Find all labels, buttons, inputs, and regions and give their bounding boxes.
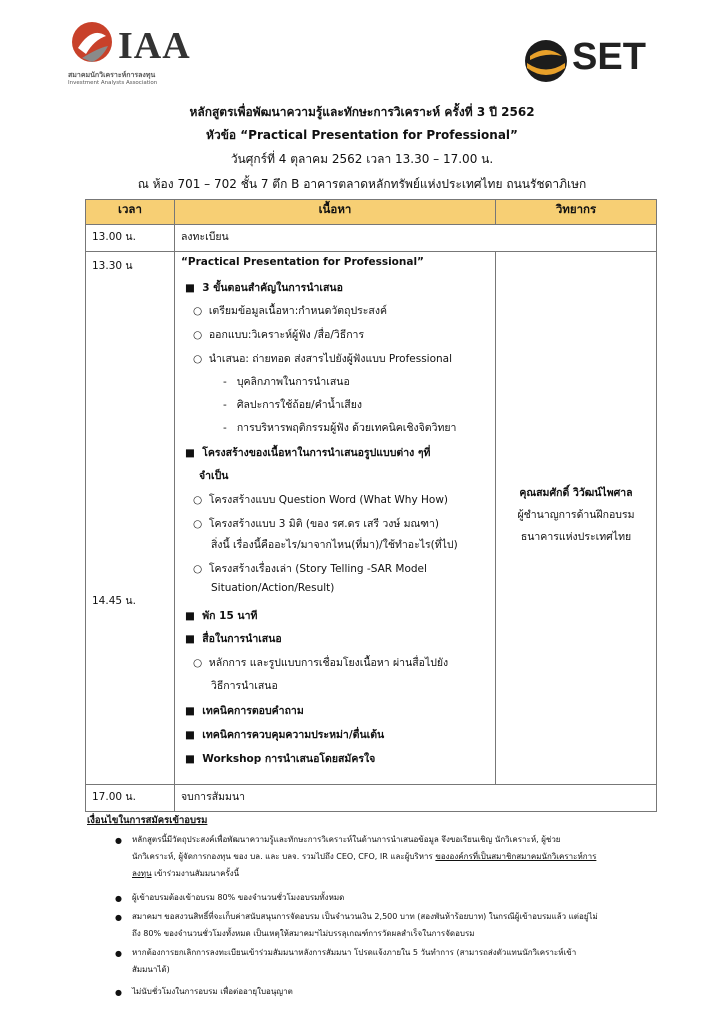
header-content: เนื้อหา [175, 200, 496, 225]
venue-line: ณ ห้อง 701 – 702 ชั้น 7 ตึก B อาคารตลาดหลักทรัพย์แห่งประเทศไทย ถนนรัชดาภิเษก [137, 177, 587, 191]
row3-time: 17.00 น. [86, 785, 175, 812]
condition-4: หากต้องการยกเลิกการลงทะเบียนเข้าร่วมสัมมนาหลังการสัมมนา โปรดแจ้งภายใน 5 วันทำการ (สามารถส่งตัวแทนนักวิเคราะห์เข้า สัมมนาได้) [132, 948, 577, 974]
bullet-icon: ● [115, 949, 122, 958]
course-title: หลักสูตรเพื่อพัฒนาความรู้และทักษะการวิเคราะห์ ครั้งที่ 3 ปี 2562 [189, 105, 535, 119]
bullet-icon: ● [115, 836, 122, 845]
list-item: ○ โครงสร้างเรื่องเล่า (Story Telling -SAR Model [193, 563, 427, 575]
list-item: ■ เทคนิคการควบคุมความประหม่า/ตื่นเต้น [185, 729, 385, 741]
list-item: ○ นำเสนอ: ถ่ายทอด ส่งสารไปยังผู้ฟังแบบ Professional [193, 353, 453, 365]
iaa-thai-name: สมาคมนักวิเคราะห์การลงทุน [68, 71, 156, 79]
break-time: 14.45 น. [92, 595, 136, 607]
schedule-table [85, 199, 657, 812]
iaa-wordmark: IAA [118, 25, 191, 67]
list-item: ■ สื่อในการนำเสนอ [185, 633, 282, 645]
list-item: ○ เตรียมข้อมูลเนื้อหา:กำหนดวัตถุประสงค์ [193, 305, 387, 317]
date-line: วันศุกร์ที่ 4 ตุลาคม 2562 เวลา 13.30 – 17.00 น. [230, 152, 494, 166]
list-item: - ศิลปะการใช้ถ้อย/คำน้ำเสียง [223, 399, 362, 411]
bullet-icon: ● [115, 913, 122, 922]
topic-title: หัวข้อ “Practical Presentation for Professional” [206, 128, 518, 142]
row2-time-cell [86, 252, 175, 785]
list-item-cont: วิธีการนำเสนอ [211, 680, 278, 692]
header-time: เวลา [86, 200, 175, 225]
condition-5: ไม่นับชั่วโมงในการอบรม เพื่อต่ออายุใบอนุญาต [132, 987, 293, 996]
condition-3: สมาคมฯ ขอสงวนสิทธิ์ที่จะเก็บค่าสนับสนุนการจัดอบรม เป็นจำนวนเงิน 2,500 บาท (สองพันห้าร้อยบาท) ในกรณีผู้เข้าอบรมแล้ว แต่อยู่ไม่ ถึง 80% ของจำนวนชั่วโมงทั้งหมด เป็นเหตุให้สมาคมฯไม่บรรลุเกณฑ์การวัดผลสำเร็จในการจัดอบรม [132, 912, 598, 938]
list-item-cont: สิ่งนี้ เรื่องนี้คืออะไร/มาจากไหน(ที่มา)/ใช้ทำอะไร(ที่ไป) [211, 539, 458, 551]
list-item-cont: Situation/Action/Result) [211, 582, 335, 594]
list-item-cont: จำเป็น [199, 470, 229, 482]
content-title: “Practical Presentation for Professional” [181, 256, 424, 268]
list-item: ■ 3 ขั้นตอนสำคัญในการนำเสนอ [185, 282, 343, 294]
speaker-org: ธนาคารแห่งประเทศไทย [520, 531, 632, 543]
list-item: ○ โครงสร้างแบบ 3 มิติ (ของ รศ.ดร เสรี วงษ์ มณฑา) [193, 518, 439, 530]
list-item: - บุคลิกภาพในการนำเสนอ [223, 376, 350, 388]
conditions-title: เงื่อนไขในการสมัครเข้าอบรม [87, 815, 208, 826]
list-item: ○ ออกแบบ:วิเคราะห์ผู้ฟัง /สื่อ/วิธีการ [193, 329, 365, 341]
list-item: ○ โครงสร้างแบบ Question Word (What Why How) [193, 494, 449, 506]
speaker-cell [496, 252, 657, 785]
list-item: ○ หลักการ และรูปแบบการเชื่อมโยงเนื้อหา ผ่านสื่อไปยัง [193, 657, 449, 669]
condition-2: ผู้เข้าอบรมต้องเข้าอบรม 80% ของจำนวนชั่วโมงอบรมทั้งหมด [132, 893, 345, 902]
bullet-icon: ● [115, 988, 122, 997]
set-wordmark: SET [572, 36, 646, 78]
list-item: ■ เทคนิคการตอบคำถาม [185, 705, 304, 717]
list-item: - การบริหารพฤติกรรมผู้ฟัง ด้วยเทคนิคเชิงจิตวิทยา [223, 422, 457, 434]
row1-content: ลงทะเบียน [175, 225, 657, 252]
header-speaker: วิทยากร [496, 200, 657, 225]
content-cell [175, 252, 496, 785]
row2-time: 13.30 น [92, 260, 133, 272]
bullet-icon: ● [115, 894, 122, 903]
speaker-role: ผู้ชำนาญการด้านฝึกอบรม [517, 509, 635, 521]
list-item: ■ Workshop การนำเสนอโดยสมัครใจ [185, 753, 376, 765]
row1-time: 13.00 น. [86, 225, 175, 252]
row3-content: จบการสัมมนา [175, 785, 657, 812]
speaker-name: คุณสมศักดิ์ วิวัฒน์ไพศาล [519, 487, 633, 499]
iaa-english-name: Investment Analysts Association [68, 80, 158, 86]
condition-1: หลักสูตรนี้มีวัตถุประสงค์เพื่อพัฒนาความรู้และทักษะการวิเคราะห์ในด้านการนำเสนอข้อมูล จึงขอเรียนเชิญ นักวิเคราะห์, ผู้ช่วย นักวิเคราะห์, ผู้จัดการกองทุน ของ บล. และ บลจ. รวมไปถึง CEO, CFO, IR และผู้บริหาร ขององค์กรที่เป็นสมาชิกสมาคมนักวิเคราะห์การ ลงทุน เข้าร่วมงานสัมมนาครั้งนี้ [132, 835, 597, 878]
list-item: ■ โครงสร้างของเนื้อหาในการนำเสนอรูปแบบต่าง ๆที่ [185, 447, 431, 459]
list-item: ■ พัก 15 นาที [185, 610, 258, 622]
